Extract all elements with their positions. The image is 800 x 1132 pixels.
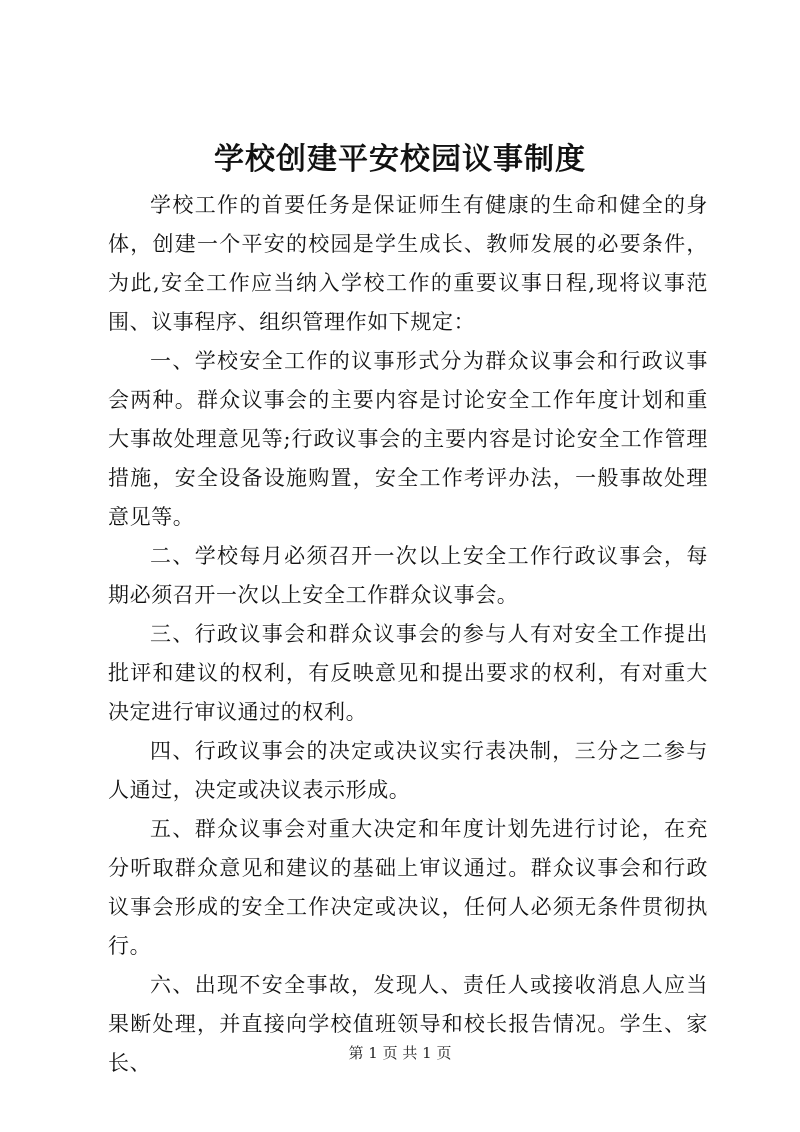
paragraph-6: 六、出现不安全事故，发现人、责任人或接收消息人应当果断处理，并直接向学校值班领导和校长报告情况。学生、家长、 <box>108 973 708 1075</box>
paragraph-4: 四、行政议事会的决定或决议实行表决制，三分之二参与人通过，决定或决议表示形成。 <box>108 739 708 802</box>
page-footer: 第 1 页 共 1 页 <box>348 1044 452 1062</box>
paragraph-1: 一、学校安全工作的议事形式分为群众议事会和行政议事会两种。群众议事会的主要内容是讨论安全工作年度计划和重大事故处理意见等;行政议事会的主要内容是讨论安全工作管理措施，安全设备设施购置，安全工作考评办法，一般事故处理意见等。 <box>108 349 708 529</box>
paragraph-5: 五、群众议事会对重大决定和年度计划先进行讨论，在充分听取群众意见和建议的基础上审议通过。群众议事会和行政议事会形成的安全工作决定或决议，任何人必须无条件贯彻执行。 <box>108 817 708 958</box>
paragraph-2: 二、学校每月必须召开一次以上安全工作行政议事会，每期必须召开一次以上安全工作群众议事会。 <box>108 544 708 607</box>
paragraph-3: 三、行政议事会和群众议事会的参与人有对安全工作提出批评和建议的权利，有反映意见和提出要求的权利，有对重大决定进行审议通过的权利。 <box>108 622 708 724</box>
document-body <box>108 186 708 1083</box>
paragraph-intro: 学校工作的首要任务是保证师生有健康的生命和健全的身体，创建一个平安的校园是学生成长、教师发展的必要条件，为此,安全工作应当纳入学校工作的重要议事日程,现将议事范围、议事程序、组织管理作如下规定： <box>108 193 708 334</box>
document-title: 学校创建平安校园议事制度 <box>214 142 586 177</box>
